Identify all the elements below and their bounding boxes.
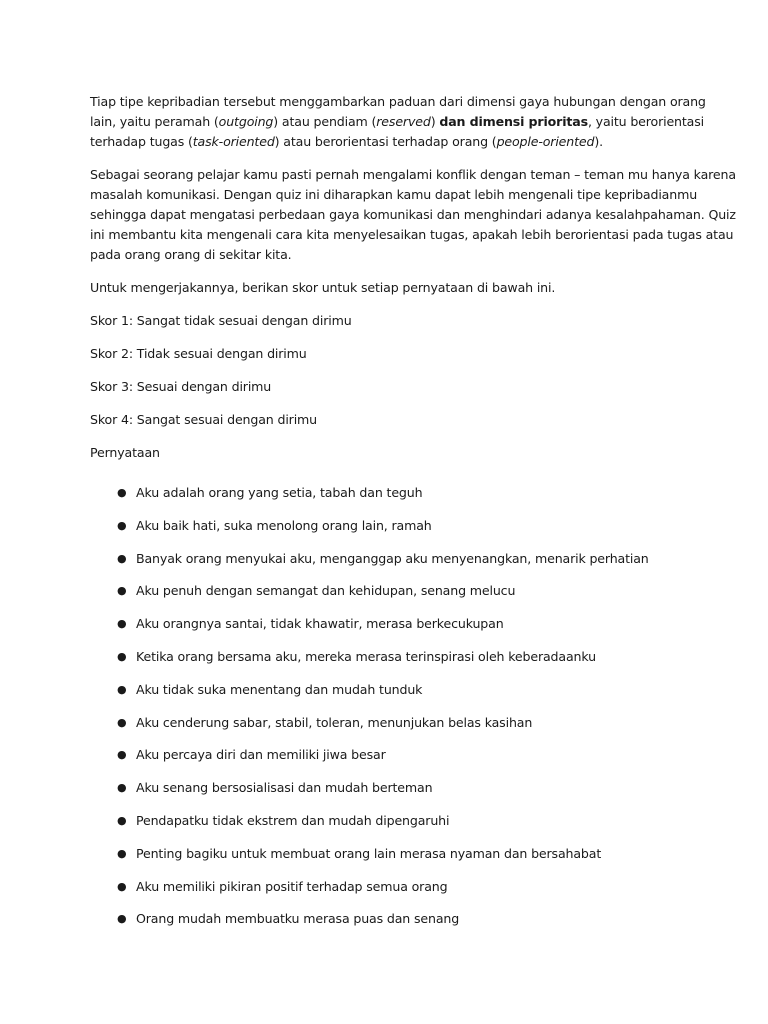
bullet-icon: ● (117, 813, 127, 827)
intro-text: ) atau berorientasi terhadap orang ( (274, 134, 497, 149)
bullet-icon: ● (117, 781, 127, 795)
bullet-icon: ● (117, 486, 127, 499)
instruction-text: Untuk mengerjakannya, berikan skor untuk setiap pernyataan di bawah ini. (90, 280, 556, 295)
intro-italic-term: reserved (376, 114, 431, 129)
statement-item (90, 778, 680, 798)
intro-line-3 (90, 132, 680, 152)
statement-text: Aku orangnya santai, tidak khawatir, merasa berkecukupan (136, 616, 504, 632)
bullet-icon: ● (117, 584, 127, 598)
statement-text: Aku cenderung sabar, stabil, toleran, menunjukan belas kasihan (136, 714, 533, 730)
statement-item (90, 614, 680, 634)
score-line: Skor 1: Sangat tidak sesuai dengan dirimu (90, 313, 352, 328)
statement-text: Orang mudah membuatku merasa puas dan senang (136, 911, 460, 927)
context-line: masalah komunikasi. Dengan quiz ini diharapkan kamu dapat lebih mengenali tipe kepribadianmu (90, 187, 698, 202)
statement-item (90, 483, 680, 503)
statement-text: Aku tidak suka menentang dan mudah tunduk (136, 681, 423, 697)
statement-item (90, 877, 680, 897)
document-page (90, 92, 736, 942)
intro-text: , yaitu berorientasi (587, 114, 705, 129)
statement-item (90, 647, 680, 667)
statement-text: Aku senang bersosialisasi dan mudah berteman (136, 780, 433, 796)
intro-text: ). (594, 134, 603, 149)
score-line: Skor 3: Sesuai dengan dirimu (90, 379, 272, 394)
bullet-icon: ● (117, 879, 127, 893)
statement-item (90, 713, 680, 733)
statement-text: Pendapatku tidak ekstrem dan mudah dipengaruhi (136, 812, 450, 828)
bullet-icon: ● (117, 846, 127, 860)
bullet-icon: ● (117, 617, 127, 631)
statements-heading: Pernyataan (90, 445, 160, 460)
statement-item (90, 745, 680, 765)
bullet-icon: ● (117, 715, 127, 729)
statement-item (90, 549, 680, 569)
intro-text: ) atau pendiam ( (273, 114, 377, 129)
context-line: ini membantu kita mengenali cara kita menyelesaikan tugas, apakah lebih berorientasi pada tugas atau (90, 227, 734, 242)
statement-text: Ketika orang bersama aku, mereka merasa terinspirasi oleh keberadaanku (136, 648, 596, 664)
score-line: Skor 4: Sangat sesuai dengan dirimu (90, 412, 317, 427)
context-line: sehingga dapat mengatasi perbedaan gaya komunikasi dan menghindari adanya kesalahpahaman. Quiz (90, 207, 736, 222)
intro-bold-term: dan dimensi prioritas (439, 114, 588, 129)
statement-text: Aku baik hati, suka menolong orang lain, ramah (136, 517, 432, 533)
statement-item (90, 516, 680, 536)
bullet-icon: ● (117, 682, 127, 696)
statement-item (90, 581, 680, 601)
intro-text: ) (430, 114, 440, 129)
intro-italic-term: outgoing (218, 114, 274, 129)
statement-text: Aku percaya diri dan memiliki jiwa besar (136, 747, 386, 763)
bullet-icon: ● (117, 912, 127, 926)
intro-italic-term: task-oriented (192, 134, 275, 149)
intro-line-1 (90, 92, 706, 112)
statement-text: Aku memiliki pikiran positif terhadap semua orang (136, 878, 448, 894)
bullet-icon: ● (117, 551, 127, 565)
intro-text: yaitu peramah ( (115, 114, 219, 129)
statement-item (90, 680, 680, 700)
statement-text: Aku penuh dengan semangat dan kehidupan, senang melucu (136, 583, 516, 599)
intro-italic-term: people-oriented (496, 134, 595, 149)
statement-item (90, 844, 680, 864)
statement-item (90, 811, 680, 831)
statement-list (90, 483, 680, 929)
statement-item (90, 909, 680, 929)
bullet-icon: ● (117, 649, 127, 663)
intro-paragraph (90, 92, 706, 152)
bullet-icon: ● (117, 518, 127, 532)
context-paragraph (90, 165, 736, 265)
score-line: Skor 2: Tidak sesuai dengan dirimu (90, 346, 307, 361)
intro-text: lain, (90, 114, 116, 129)
statement-text: Banyak orang menyukai aku, menganggap aku menyenangkan, menarik perhatian (136, 550, 649, 566)
statement-text: Penting bagiku untuk membuat orang lain merasa nyaman dan bersahabat (136, 845, 602, 861)
intro-text: Tiap tipe kepribadian tersebut menggambarkan paduan dari dimensi gaya hubungan dengan orang (90, 94, 706, 109)
intro-line-2 (90, 112, 705, 132)
intro-text: terhadap tugas ( (90, 134, 193, 149)
statement-text: Aku adalah orang yang setia, tabah dan teguh (136, 485, 423, 500)
context-line: Sebagai seorang pelajar kamu pasti pernah mengalami konflik dengan teman – teman mu hanya karena (90, 167, 736, 182)
bullet-icon: ● (117, 748, 127, 762)
context-line: pada orang orang di sekitar kita. (90, 247, 292, 262)
